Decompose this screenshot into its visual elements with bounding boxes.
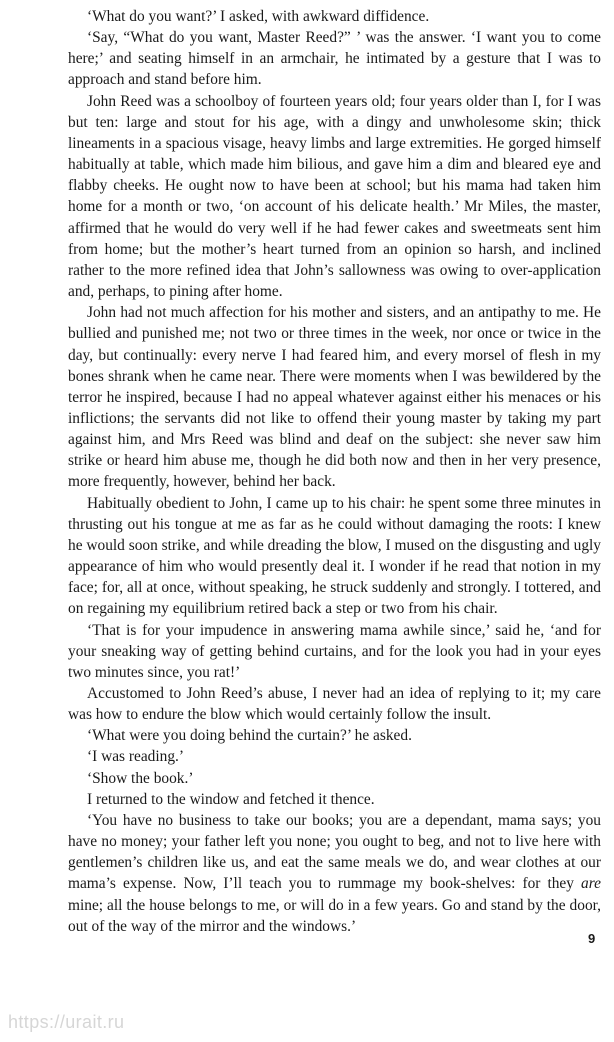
paragraph: ‘Say, “What do you want, Master Reed?” ’ was the answer. ‘I want you to come here;’ and seating himself in an armchair, he intimated by a gesture that I was to approach and stand before him. [68,29,601,89]
emphasis: are [581,875,601,893]
paragraph: ‘Show the book.’ [87,769,194,787]
paragraph: John had not much affection for his mother and sisters, and an antipathy to me. He bullied and punished me; not two or three times in the week, nor once or twice in the day, but continually: every nerve I had feared him, and every morsel of flesh in my bones shrank when he came near. There were moments when I was bewildered by the terror he inspired, because I had no appeal whatever against either his menaces or his inflictions; the servants did not like to offend their young master by taking my part against him, and Mrs Reed was blind and deaf on the subject: she never saw him strike or heard him abuse me, though he did both now and then in her very presence, more frequently, however, behind her back. [68,304,601,491]
paragraph: ‘What were you doing behind the curtain?’ he asked. [87,727,412,745]
page-number: 9 [588,931,596,946]
paragraph: I returned to the window and fetched it thence. [87,790,375,808]
paragraph: ‘That is for your impudence in answering mama awhile since,’ said he, ‘and for your sneaking way of getting behind curtains, and for the look you had in your eyes two minutes since, you rat!’ [68,621,601,681]
paragraph: ‘I was reading.’ [87,748,185,766]
body-text [68,6,601,937]
paragraph: John Reed was a schoolboy of fourteen years old; four years older than I, for I was but ten: large and stout for his age, with a dingy and unwholesome skin; thick lineaments in a spacious visage, heavy limbs and large extremities. He gorged himself habitually at table, which made him bilious, and gave him a dim and bleared eye and flabby cheeks. He ought now to have been at school; but his mama had taken him home for a month or two, ‘on account of his delicate health.’ Mr Miles, the master, affirmed that he would do very well if he had fewer cakes and sweetmeats sent him from home; but the mother’s heart turned from an opinion so harsh, and inclined rather to the more refined idea that John’s sallowness was owing to over-application and, perhaps, to pining after home. [68,92,601,301]
paragraph: ‘You have no business to take our books; you are a dependant, mama says; you have no money; your father left you none; you ought to beg, and not to live here with gentlemen’s children like us, and eat the same meals we do, and wear clothes at our mama’s expense. Now, I’ll teach you to rummage my book-shelves: for they are mine; all the house belongs to me, or will do in a few years. Go and stand by the door, out of the way of the mirror and the windows.’ [68,811,601,935]
paragraph: ‘What do you want?’ I asked, with awkward diffidence. [87,8,430,25]
paragraph: Accustomed to John Reed’s abuse, I never had an idea of replying to it; my care was how to endure the blow which would certainly follow the insult. [68,685,601,724]
watermark: https://urait.ru [8,1012,125,1032]
paragraph: Habitually obedient to John, I came up to his chair: he spent some three minutes in thrusting out his tongue at me as far as he could without damaging the roots: I knew he would soon strike, and while dreading the blow, I mused on the disgusting and ugly appearance of him who would presently deal it. I wonder if he read that notion in my face; for, all at once, without speaking, he struck suddenly and strongly. I tottered, and on regaining my equilibrium retired back a step or two from his chair. [68,494,601,618]
